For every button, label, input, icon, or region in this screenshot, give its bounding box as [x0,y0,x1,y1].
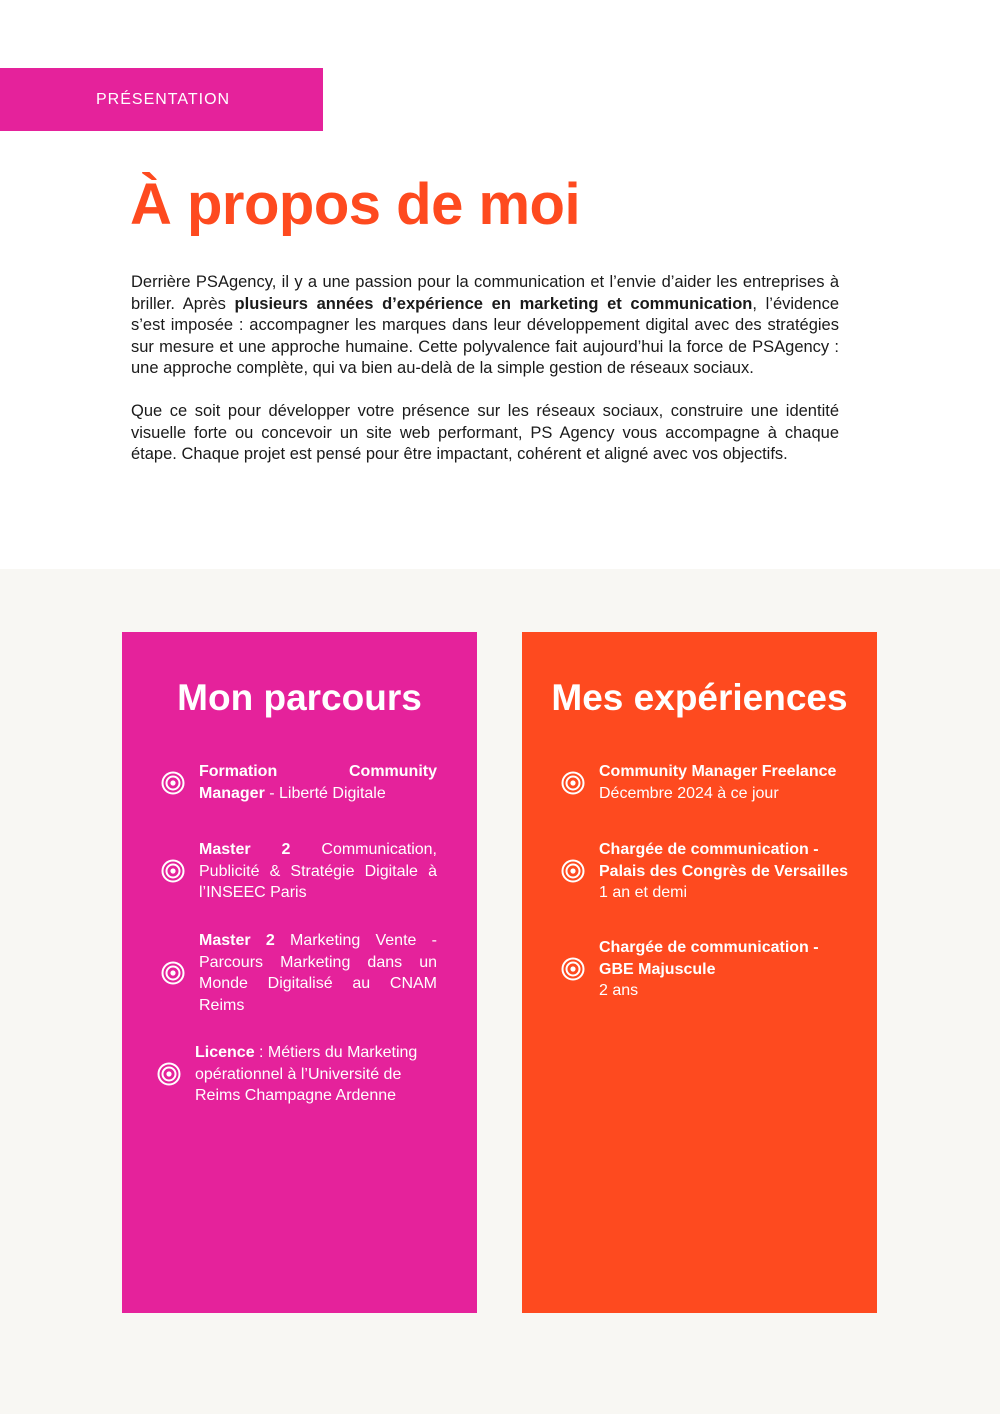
parcours-item-text [199,930,437,1016]
experience-item [561,839,859,904]
experience-item-detail: 1 an et demi [599,884,688,901]
target-icon [161,859,185,883]
parcours-item-title: Master 2 [199,932,275,949]
experiences-card [522,632,877,1313]
experience-item-text [599,839,859,904]
experiences-heading: Mes expériences [551,677,848,718]
experience-item-detail: Décembre 2024 à ce jour [599,784,779,802]
parcours-item-title: Master 2 [199,841,291,858]
intro-paragraph-1 [131,272,839,380]
experience-item-text [599,937,829,1002]
parcours-item-text [199,761,437,804]
parcours-item [161,839,437,904]
intro-paragraph-2: Que ce soit pour développer votre présence sur les réseaux sociaux, construire une identité visuelle forte ou concevoir un site web performant, PS Agency vous accompagne à chaque étape. Chaque projet est pensé pour être impactant, cohérent et aligné avec vos objectifs. [131,402,839,463]
intro-p1-end: , l’évidence s’est imposée : accompagner les marques dans leur développement digital avec des stratégies sur mesure et une approche humaine. Cette polyvalence fait aujourd’hui la force de PSAgency : une approche complète, qui va bien au-delà de la simple gestion de réseaux sociaux. [131,294,840,377]
target-icon [157,1062,181,1086]
intro-p1-start: Derrière PSAgency, il y a une passion pour la communication et l’envie d’aider les entreprises à briller. Après [131,273,839,313]
experience-item-detail: 2 ans [599,982,639,999]
page-title: À propos de moi [130,172,581,237]
section-tag [0,68,323,131]
experience-item-title: Community Manager Freelance [599,763,837,780]
parcours-item-detail: : Métiers du Marketing opérationnel à l’Université de Reims Champagne Ardenne [195,1044,418,1104]
parcours-item-text [199,839,437,904]
parcours-heading: Mon parcours [177,677,422,718]
experience-item-title: Chargée de communication - GBE Majuscule [599,939,819,978]
target-icon [161,961,185,985]
parcours-item-detail: - Liberté Digitale [264,784,386,802]
experience-item [561,761,859,804]
experience-item-text [599,761,859,804]
target-icon [561,957,585,981]
experience-item [561,937,829,1002]
parcours-item [161,930,437,1016]
target-icon [561,859,585,883]
experience-item-title: Chargée de communication - Palais des Congrès de Versailles [599,841,849,880]
intro-p1-bold: plusieurs années d’expérience en marketing et communication [234,294,753,313]
parcours-item-title: Licence [195,1044,255,1061]
parcours-item-detail: Marketing Vente - Parcours Marketing dans un Monde Digitalisé au CNAM Reims [199,932,438,1014]
parcours-item [161,761,437,804]
parcours-item-text [195,1042,439,1107]
parcours-item-title: Formation Community Manager [199,763,437,802]
parcours-item [157,1042,439,1107]
section-tag-label: PRÉSENTATION [96,90,231,108]
parcours-item-detail: Communication, Publicité & Stratégie Digitale à l’INSEEC Paris [199,841,437,901]
intro-text [131,272,839,487]
target-icon [561,771,585,795]
target-icon [161,771,185,795]
parcours-card [122,632,477,1313]
